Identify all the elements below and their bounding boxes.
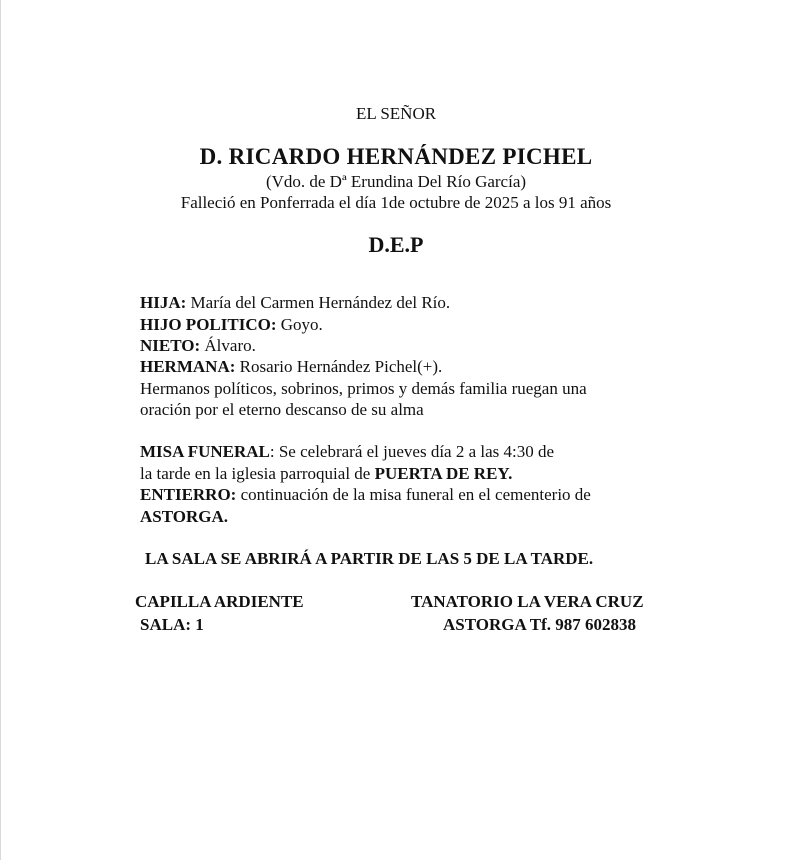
misa-text-2: la tarde en la iglesia parroquial de bbox=[140, 464, 375, 483]
dep-heading: D.E.P bbox=[368, 232, 424, 257]
hijo-politico-label: HIJO POLITICO: bbox=[140, 315, 277, 334]
hermana-value: Rosario Hernández Pichel(+). bbox=[235, 357, 443, 376]
widower-line: (Vdo. de Dª Erundina Del Río García) bbox=[265, 172, 527, 191]
family-hermana bbox=[140, 356, 442, 377]
family-hija bbox=[140, 292, 450, 313]
nieto-value: Álvaro. bbox=[200, 336, 256, 355]
hija-value: María del Carmen Hernández del Río. bbox=[186, 293, 451, 312]
misa-text-1: : Se celebrará el jueves día 2 a las 4:30 de bbox=[269, 442, 555, 461]
page-edge bbox=[0, 0, 1, 860]
entierro-place: ASTORGA. bbox=[140, 507, 229, 526]
entierro-line-1 bbox=[140, 485, 591, 505]
sala-number: SALA: 1 bbox=[140, 615, 204, 634]
intro-line: EL SEÑOR bbox=[355, 104, 437, 123]
death-details: Falleció en Ponferrada el día 1de octubre de 2025 a los 91 años bbox=[180, 193, 612, 212]
capilla-ardiente-label: CAPILLA ARDIENTE bbox=[135, 592, 304, 611]
misa-place: PUERTA DE REY. bbox=[374, 464, 513, 483]
nieto-label: NIETO: bbox=[140, 336, 201, 355]
entierro-label: ENTIERRO: bbox=[140, 485, 237, 504]
misa-label: MISA FUNERAL bbox=[140, 442, 270, 461]
family-others-line-2: oración por el eterno descanso de su alma bbox=[140, 400, 424, 419]
family-hijo-politico bbox=[140, 314, 323, 335]
family-nieto bbox=[140, 335, 256, 356]
family-others-line-1: Hermanos políticos, sobrinos, primos y demás familia ruegan una bbox=[140, 379, 587, 398]
misa-funeral-line-2 bbox=[140, 464, 512, 484]
hijo-politico-value: Goyo. bbox=[276, 315, 323, 334]
tanatorio-phone: ASTORGA Tf. 987 602838 bbox=[443, 615, 637, 634]
misa-funeral-line-1 bbox=[140, 442, 554, 462]
hermana-label: HERMANA: bbox=[140, 357, 236, 376]
tanatorio-name: TANATORIO LA VERA CRUZ bbox=[411, 592, 644, 611]
entierro-text: continuación de la misa funeral en el cementerio de bbox=[236, 485, 591, 504]
sala-opening-notice: LA SALA SE ABRIRÁ A PARTIR DE LAS 5 DE LA TARDE. bbox=[145, 549, 594, 568]
hija-label: HIJA: bbox=[140, 293, 187, 312]
deceased-name: D. RICARDO HERNÁNDEZ PICHEL bbox=[199, 144, 593, 169]
